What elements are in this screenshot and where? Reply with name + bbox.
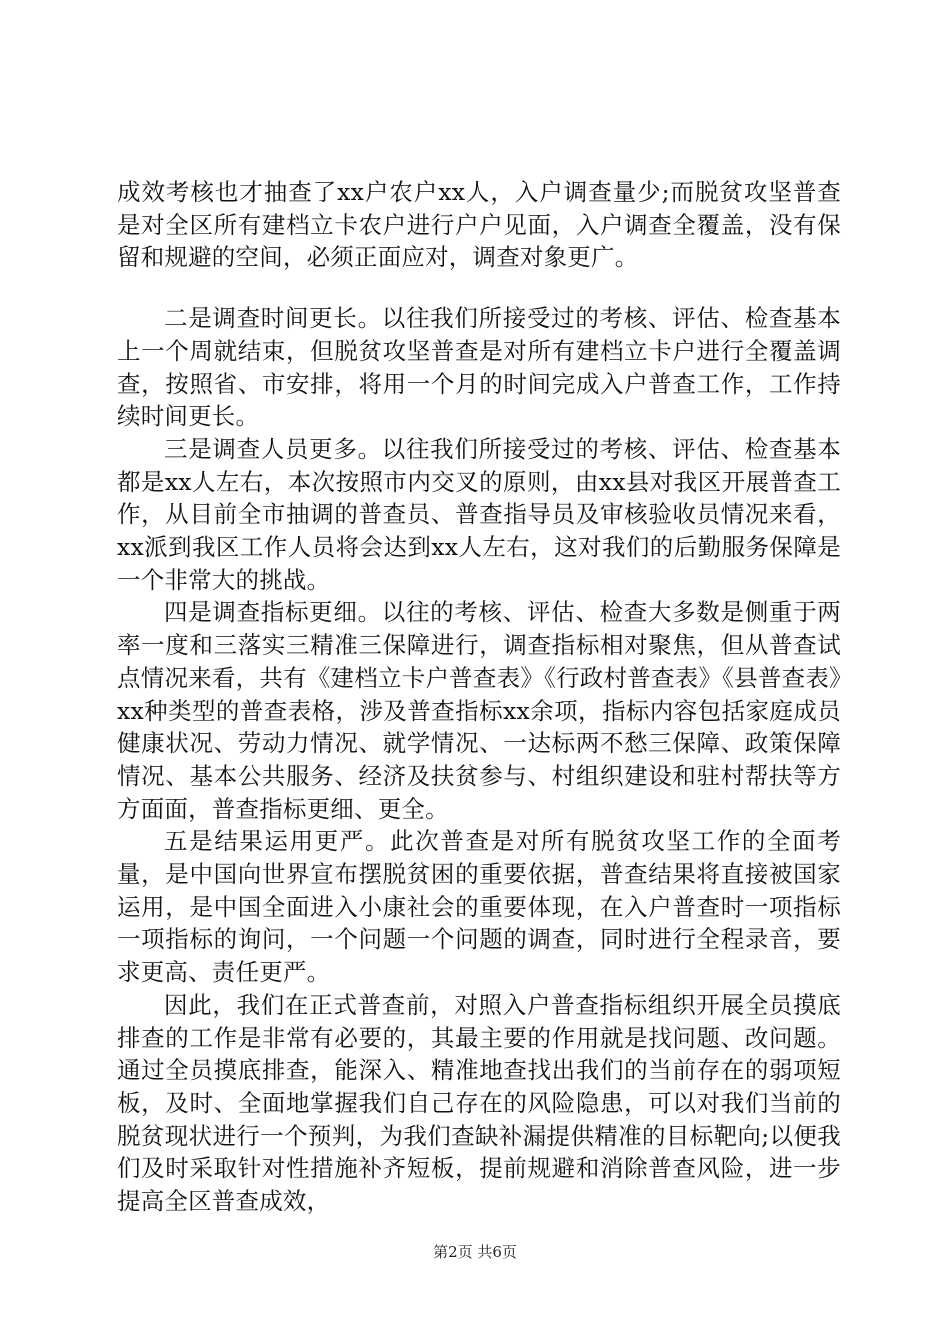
- document-body: [117, 176, 841, 1218]
- page-number-footer: 第2页 共6页: [433, 1243, 517, 1261]
- paragraph-therefore: 因此，我们在正式普查前，对照入户普查指标组织开展全员摸底排查的工作是非常有必要的，其最主要的作用就是找问题、改问题。通过全员摸底排查，能深入、精准地查找出我们的当前存在的弱项短板，及时、全面地掌握我们自己存在的风险隐患，可以对我们当前的脱贫现状进行一个预判，为我们查缺补漏提供精准的目标靶向;以便我们及时采取针对性措施补齐短板，提前规避和消除普查风险，进一步提高全区普查成效，: [117, 990, 841, 1216]
- paragraph-continuation: 成效考核也才抽查了xx户农户xx人，入户调查量少;而脱贫攻坚普查是对全区所有建档立卡农户进行户户见面，入户调查全覆盖，没有保留和规避的空间，必须正面应对，调查对象更广。: [117, 178, 841, 272]
- paragraph-finer-indicators: 四是调查指标更细。以往的考核、评估、检查大多数是侧重于两率一度和三落实三精准三保障进行，调查指标相对聚焦，但从普查试点情况来看，共有《建档立卡户普查表》《行政村普查表》《县普查表》xx种类型的普查表格，涉及普查指标xx余项，指标内容包括家庭成员健康状况、劳动力情况、就学情况、一达标两不愁三保障、政策保障情况、基本公共服务、经济及扶贫参与、村组织建设和驻村帮扶等方方面面，普查指标更细、更全。: [117, 598, 841, 823]
- paragraph-time-longer: 二是调查时间更长。以往我们所接受过的考核、评估、检查基本上一个周就结束，但脱贫攻坚普查是对所有建档立卡户进行全覆盖调查，按照省、市安排，将用一个月的时间完成入户普查工作，工作持续时间更长。: [117, 304, 841, 431]
- paragraph-stricter-results: 五是结果运用更严。此次普查是对所有脱贫攻坚工作的全面考量，是中国向世界宣布摆脱贫困的重要依据，普查结果将直接被国家运用，是中国全面进入小康社会的重要体现，在入户普查时一项指标一项指标的询问，一个问题一个问题的调查，同时进行全程录音，要求更高、责任更严。: [117, 827, 841, 987]
- paragraph-more-staff: 三是调查人员更多。以往我们所接受过的考核、评估、检查基本都是xx人左右，本次按照市内交叉的原则，由xx县对我区开展普查工作，从目前全市抽调的普查员、普查指导员及审核验收员情况来看，xx派到我区工作人员将会达到xx人左右，这对我们的后勤服务保障是一个非常大的挑战。: [117, 434, 841, 594]
